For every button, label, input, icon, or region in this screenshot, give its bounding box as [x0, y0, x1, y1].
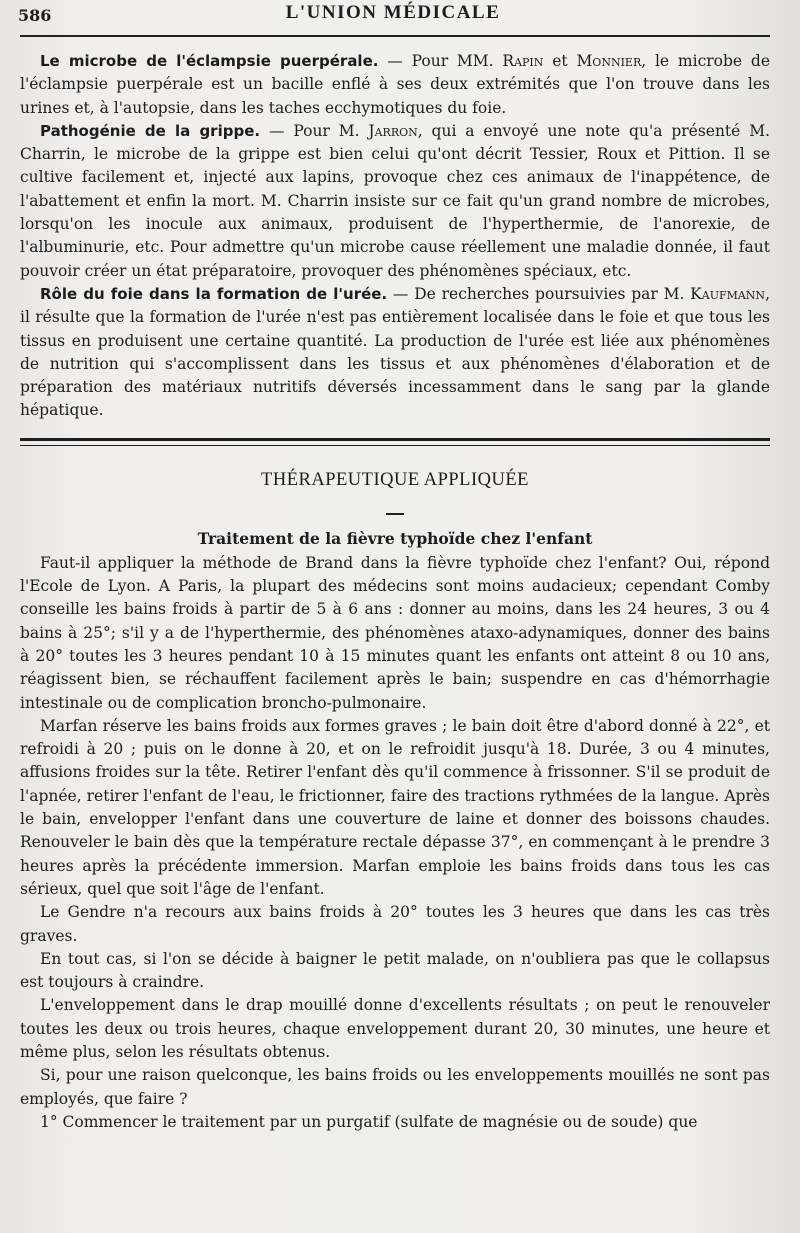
article-paragraph: Faut-il appliquer la méthode de Brand dans la fièvre typhoïde chez l'enfant? Oui, répond l'Ecole de Lyon. A Paris, la plupart des médecins sont moins audacieux; cependant Comby conseille les bains froids à partir de 5 à 6 ans : donner au moins, dans les 24 heures, 3 ou 4 bains à 25°; s'il y a de l'hyperthermie, des phénomènes ataxo-adynamiques, donner des bains à 20° toutes les 3 heures pendant 10 à 15 minutes quant les enfants ont atteint 8 ou 10 ans, réagissent bien, se réchauffent facilement après le bain; suspendre en cas d'hémorrhagie intestinale ou de complication broncho-pulmonaire.	[20, 553, 770, 712]
article-paragraph: Marfan réserve les bains froids aux formes graves ; le bain doit être d'abord donné à 22°, et refroidi à 20 ; puis on le donne à 20, et on le refroidit jusqu'à 18. Durée, 3 ou 4 minutes, affusions froides sur la tête. Retirer l'enfant dès qu'il commence à frissonner. S'il se produit de l'apnée, retirer l'enfant de l'eau, le frictionner, faire des tractions rythmées de la langue. Après le bain, envelopper l'enfant dans une couverture de laine et donner des boissons chaudes. Renouveler le bain dès que la température rectale dépasse 37°, en commençant à le prendre 3 heures après la précédente immersion. Marfan emploie les bains froids dans tous les cas sérieux, quel que soit l'âge de l'enfant.	[20, 716, 770, 898]
paragraph-text: , le microbe de l'éclampsie puerpérale est un bacille enflé à ses deux extrémités que l'on trouve dans les urines et, à l'autopsie, dans les taches ecchymotiques du foie.	[20, 52, 770, 117]
paragraph-lead: Rôle du foie dans la formation de l'urée.	[40, 284, 388, 303]
author-name: Jarron	[368, 121, 418, 140]
article-paragraph: Le Gendre n'a recours aux bains froids à 20° toutes les 3 heures que dans les cas très graves.	[20, 903, 770, 945]
page-content	[20, 50, 770, 1134]
paragraph-lead: Le microbe de l'éclampsie puerpérale.	[40, 52, 379, 70]
article-paragraph: 1° Commencer le traitement par un purgatif (sulfate de magnésie ou de soude) que	[40, 1112, 698, 1131]
paragraph-text: — De recherches poursuivies par M.	[387, 284, 691, 303]
article-paragraph: En tout cas, si l'on se décide à baigner le petit malade, on n'oubliera pas que le collapsus est toujours à craindre.	[20, 949, 770, 992]
running-header	[16, 2, 770, 28]
page-number: 586	[18, 6, 52, 25]
article-paragraph: Si, pour une raison quelconque, les bains froids ou les enveloppements mouillés ne sont pas employés, que faire ?	[20, 1066, 770, 1108]
paragraph-grippe	[20, 120, 770, 283]
author-name: Rapin	[502, 52, 544, 70]
section-title: THÉRAPEUTIQUE APPLIQUÉE	[261, 469, 529, 490]
paragraph-text: et	[543, 52, 577, 70]
paragraph-text: , il résulte que la formation de l'urée n'est pas entièrement localisée dans le foie et que tous les tissus en produisent une certaine quantité. La production de l'urée est liée aux phénomènes de nutrition qui s'accomplissent dans les tissus et aux phénomènes d'élaboration et de préparation des matériaux nutritifs déversés incessamment dans le sang par la glande hépatique.	[20, 284, 770, 420]
journal-title: L'UNION MÉDICALE	[285, 2, 501, 23]
paragraph-text: — Pour M.	[260, 121, 369, 140]
header-rule	[20, 35, 770, 37]
section-divider	[20, 438, 770, 446]
paragraph-text: — Pour MM.	[378, 52, 503, 70]
paragraph-text: , qui a envoyé une note qu'a présenté M. Charrin, le microbe de la grippe est bien celui qu'ont décrit Tessier, Roux et Pittion. Il se cultive facilement et, injecté aux lapins, provoque chez ces animaux de l'inappétence, de l'abattement et enfin la mort. M. Charrin insiste sur ce fait qu'un grand nombre de microbes, lorsqu'on les inocule aux animaux, produisent de l'hyperthermie, de l'anorexie, de l'albuminurie, etc. Pour admettre qu'un microbe cause réellement une maladie donnée, il faut pouvoir créer un état préparatoire, provoquer des phénomènes spéciaux, etc.	[20, 121, 771, 280]
author-name: Kaufmann	[690, 284, 766, 303]
article-title: Traitement de la fièvre typhoïde chez l'enfant	[197, 528, 593, 548]
paragraph-eclampsie	[20, 50, 770, 120]
paragraph-lead: Pathogénie de la grippe.	[40, 121, 261, 140]
author-name: Monnier	[576, 52, 642, 70]
paragraph-uree	[20, 283, 770, 423]
title-dash	[386, 513, 404, 515]
article-paragraph: L'enveloppement dans le drap mouillé donne d'excellents résultats ; on peut le renouveler toutes les deux ou trois heures, chaque enveloppement durant 20, 30 minutes, une heure et même plus, selon les résultats obtenus.	[20, 996, 770, 1061]
